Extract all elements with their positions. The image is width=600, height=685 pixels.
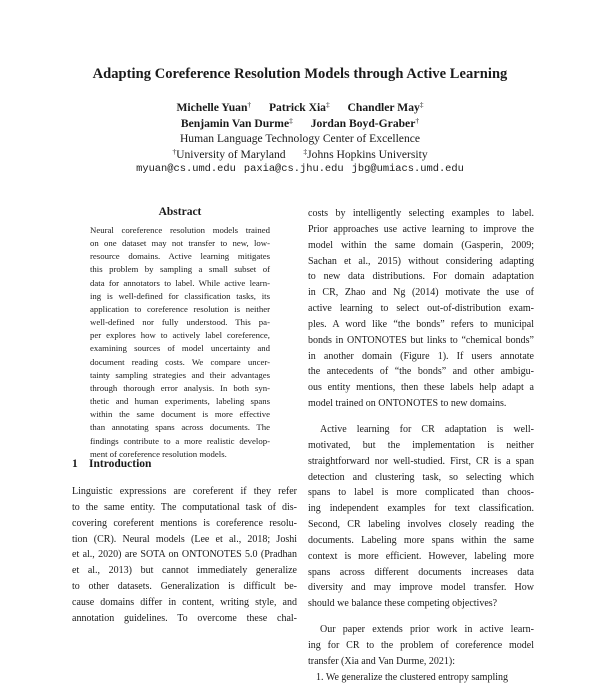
body-line: Prior approaches use active learning to improve the: [308, 223, 534, 235]
intro-line: Linguistic expressions are coreferent if they refer: [72, 486, 297, 497]
body-line: spans to label is more complicated than choos-: [308, 487, 534, 499]
right-column-paragraph-1: [308, 206, 534, 412]
body-line: transfer (Xia and Van Durme, 2021):: [308, 655, 455, 667]
author-mark: ‡: [419, 100, 424, 109]
institutions-row: [0, 147, 600, 163]
body-line: bonds in ONTONOTES but links to “chemical bonds”: [308, 334, 534, 346]
abstract-line: tainty sampling strategies and their advantages: [90, 369, 270, 380]
body-line: ing independent examples for text classification.: [308, 503, 534, 515]
abstract-line: document reading costs. We compare uncer-: [90, 356, 270, 367]
body-line: active learning to select out-of-distribution exam-: [308, 303, 534, 315]
author-name: Benjamin Van Durme: [180, 116, 290, 130]
body-line: Our paper extends prior work in active learn-: [320, 624, 534, 636]
abstract-line: through thorough error analysis. In both syn-: [90, 382, 270, 393]
body-line: to new data distributions. For domain adaptation: [308, 271, 534, 283]
emails-row: [0, 162, 600, 178]
body-line: context is more efficient. However, labeling more: [308, 550, 534, 562]
right-column: [308, 206, 534, 685]
abstract-line: on one dataset may not transfer to new, low-: [90, 238, 270, 249]
email-address[interactable]: jbg@umiacs.umd.edu: [351, 163, 464, 175]
author-block: [0, 100, 600, 178]
body-line: spans across different documents increases data: [308, 566, 534, 578]
intro-line: et al., 2013) but cannot immediately generalize: [72, 565, 297, 577]
intro-line: et al., 2020) are SOTA on ONTONOTES 5.0 (Pradhan: [72, 549, 297, 561]
abstract-body: [90, 224, 270, 461]
author-name: Patrick Xia: [268, 101, 326, 114]
abstract-line: findings contribute to a more realistic develop-: [90, 435, 270, 446]
abstract-line: ing is well-defined for classification tasks, its: [90, 290, 270, 301]
body-line: Sachan et al., 2015) without considering adapting: [308, 255, 534, 267]
intro-line: covering coreferent mentions is coreference resolu-: [72, 517, 297, 529]
right-column-paragraph-2: [308, 422, 534, 612]
right-column-paragraph-3: [308, 622, 534, 670]
author-name: Michelle Yuan: [176, 101, 248, 114]
body-line: should we balance these competing objectives?: [308, 598, 498, 610]
author-name: Jordan Boyd-Graber: [310, 116, 416, 130]
body-line: documents. Labeling more spans within the same: [308, 534, 534, 546]
affiliation: Human Language Technology Center of Excellence: [179, 132, 421, 145]
paper-title: Adapting Coreference Resolution Models through Active Learning: [92, 66, 508, 82]
body-line: ples. A word like “the bonds” refers to municipal: [308, 318, 534, 330]
section-number: 1: [72, 458, 78, 470]
body-line: ing for CR to the problem of coreference model: [308, 639, 534, 651]
abstract-line: examining sources of model uncertainty and: [90, 343, 270, 354]
abstract-line: resource domains. Active learning mitigates: [90, 251, 270, 262]
abstract-line: than annotating spans across documents. The: [90, 422, 270, 433]
intro-line: cause domains differ in content, writing style, and: [72, 596, 297, 608]
authors-row-2: [0, 116, 600, 132]
body-line: model within the same domain (Gasperin, 2009;: [308, 239, 534, 251]
intro-line: annotation guidelines. To overcome these chal-: [72, 612, 297, 624]
body-line: in another domain (Figure 1). If users annotate: [308, 350, 534, 362]
body-line: straightforward nor well-studied. First, CR is a span: [308, 455, 534, 467]
abstract-line: thetic and human experiments, labeling spans: [90, 396, 270, 407]
body-line: in CR, Zhao and Ng (2014) motivate the use of: [308, 287, 534, 299]
abstract-heading: Abstract: [158, 206, 202, 218]
intro-line: tion (CR). Neural models (Lee et al., 2018; Joshi: [72, 533, 297, 545]
intro-line: to the same entity. The computational task of dis-: [72, 501, 297, 513]
body-line: Active learning for CR adaptation is well-: [320, 423, 534, 435]
institution-mark: †: [172, 146, 177, 156]
abstract-line: per explores how to actively label coreference,: [90, 330, 270, 341]
author-name: Chandler May: [347, 101, 420, 114]
author-mark: ‡: [325, 100, 330, 109]
body-line: detection and clustering task, so selecting which: [308, 471, 534, 483]
abstract-line: data for annotators to label. While active learn-: [90, 277, 270, 288]
intro-column-left: [72, 484, 297, 627]
author-mark: ‡: [289, 115, 293, 125]
abstract-line: application to coreference resolution is neither: [90, 303, 270, 314]
email-address[interactable]: paxia@cs.jhu.edu: [243, 163, 344, 175]
authors-row-1: [0, 100, 600, 116]
body-line: costs by intelligently selecting examples to label.: [308, 208, 534, 219]
abstract-line: Neural coreference resolution models trained: [90, 225, 270, 235]
author-mark: †: [415, 115, 420, 125]
institution-name: Johns Hopkins University: [307, 147, 428, 161]
abstract-line: ment of coreference resolution models.: [90, 448, 227, 459]
body-line: motivated, but the implementation is neither: [308, 439, 534, 451]
body-line: the antecedents of “the bonds” and other ambigu-: [308, 366, 534, 378]
intro-line: to other datasets. Generalization is difficult be-: [72, 581, 297, 593]
abstract-line: within the same document is more effective: [90, 409, 270, 420]
body-line: model trained on ONTONOTES to new domains.: [308, 398, 507, 410]
institution-mark: ‡: [303, 146, 308, 156]
author-mark: †: [247, 100, 252, 109]
body-line: diversity and may improve model transfer. How: [308, 582, 534, 594]
abstract-line: well-defined nor fully understood. This pa-: [90, 317, 270, 328]
email-address[interactable]: myuan@cs.umd.edu: [136, 163, 236, 175]
body-line: Second, CR labeling involves closely reading the: [308, 519, 534, 531]
institution-name: University of Maryland: [176, 147, 286, 161]
body-line: ous entity mentions, then these labels help adapt a: [308, 382, 534, 394]
abstract-line: this problem by sampling a small subset of: [90, 264, 270, 275]
section-title: Introduction: [89, 458, 152, 470]
contribution-list-item: 1. We generalize the clustered entropy sampling: [316, 671, 508, 683]
section-heading: [72, 458, 151, 470]
